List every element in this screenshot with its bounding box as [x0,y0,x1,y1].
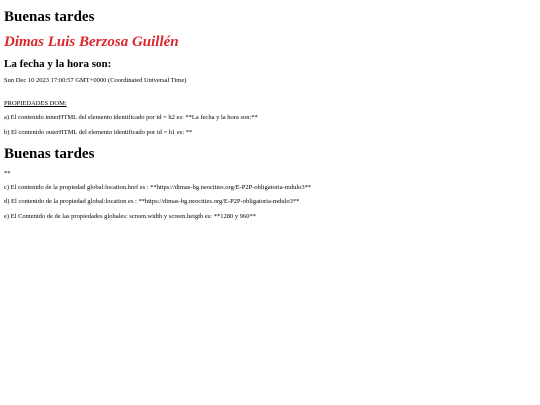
date-heading: La fecha y la hora son: [4,58,112,70]
datetime-text: Sun Dec 10 2023 17:00:57 GMT+0000 (Coordinated Universal Time) [4,77,187,84]
dom-line-e: e) El Contenido de de las propiedades globales: screen.width y screen.heigth es: **1280 y 960** [4,213,256,220]
greeting-heading-repeat: Buenas tardes [4,146,95,162]
stars-text: ** [4,170,11,177]
dom-section-title: PROPIEDADES DOM: [4,100,67,107]
dom-line-d: d) El contenido de la propiedad global:location es : **https://dimas-bg.neocities.org/E-P2P-obligatoria-mdulo3** [4,198,300,205]
author-name-heading: Dimas Luis Berzosa Guillén [4,34,179,50]
greeting-heading: Buenas tardes [4,9,95,25]
dom-line-c: c) El contenido de la propiedad global:location.href es : **https://dimas-bg.neocities.org/E-P2P-obligatoria-mdulo3** [4,184,312,191]
dom-line-b: b) El contenido outerHTML del elemento identificado por id = h1 es: ** [4,129,193,136]
dom-line-a: a) El contenido innerHTML del elemento identificado por id = h2 es: **La fecha y la hora son:** [4,114,258,121]
